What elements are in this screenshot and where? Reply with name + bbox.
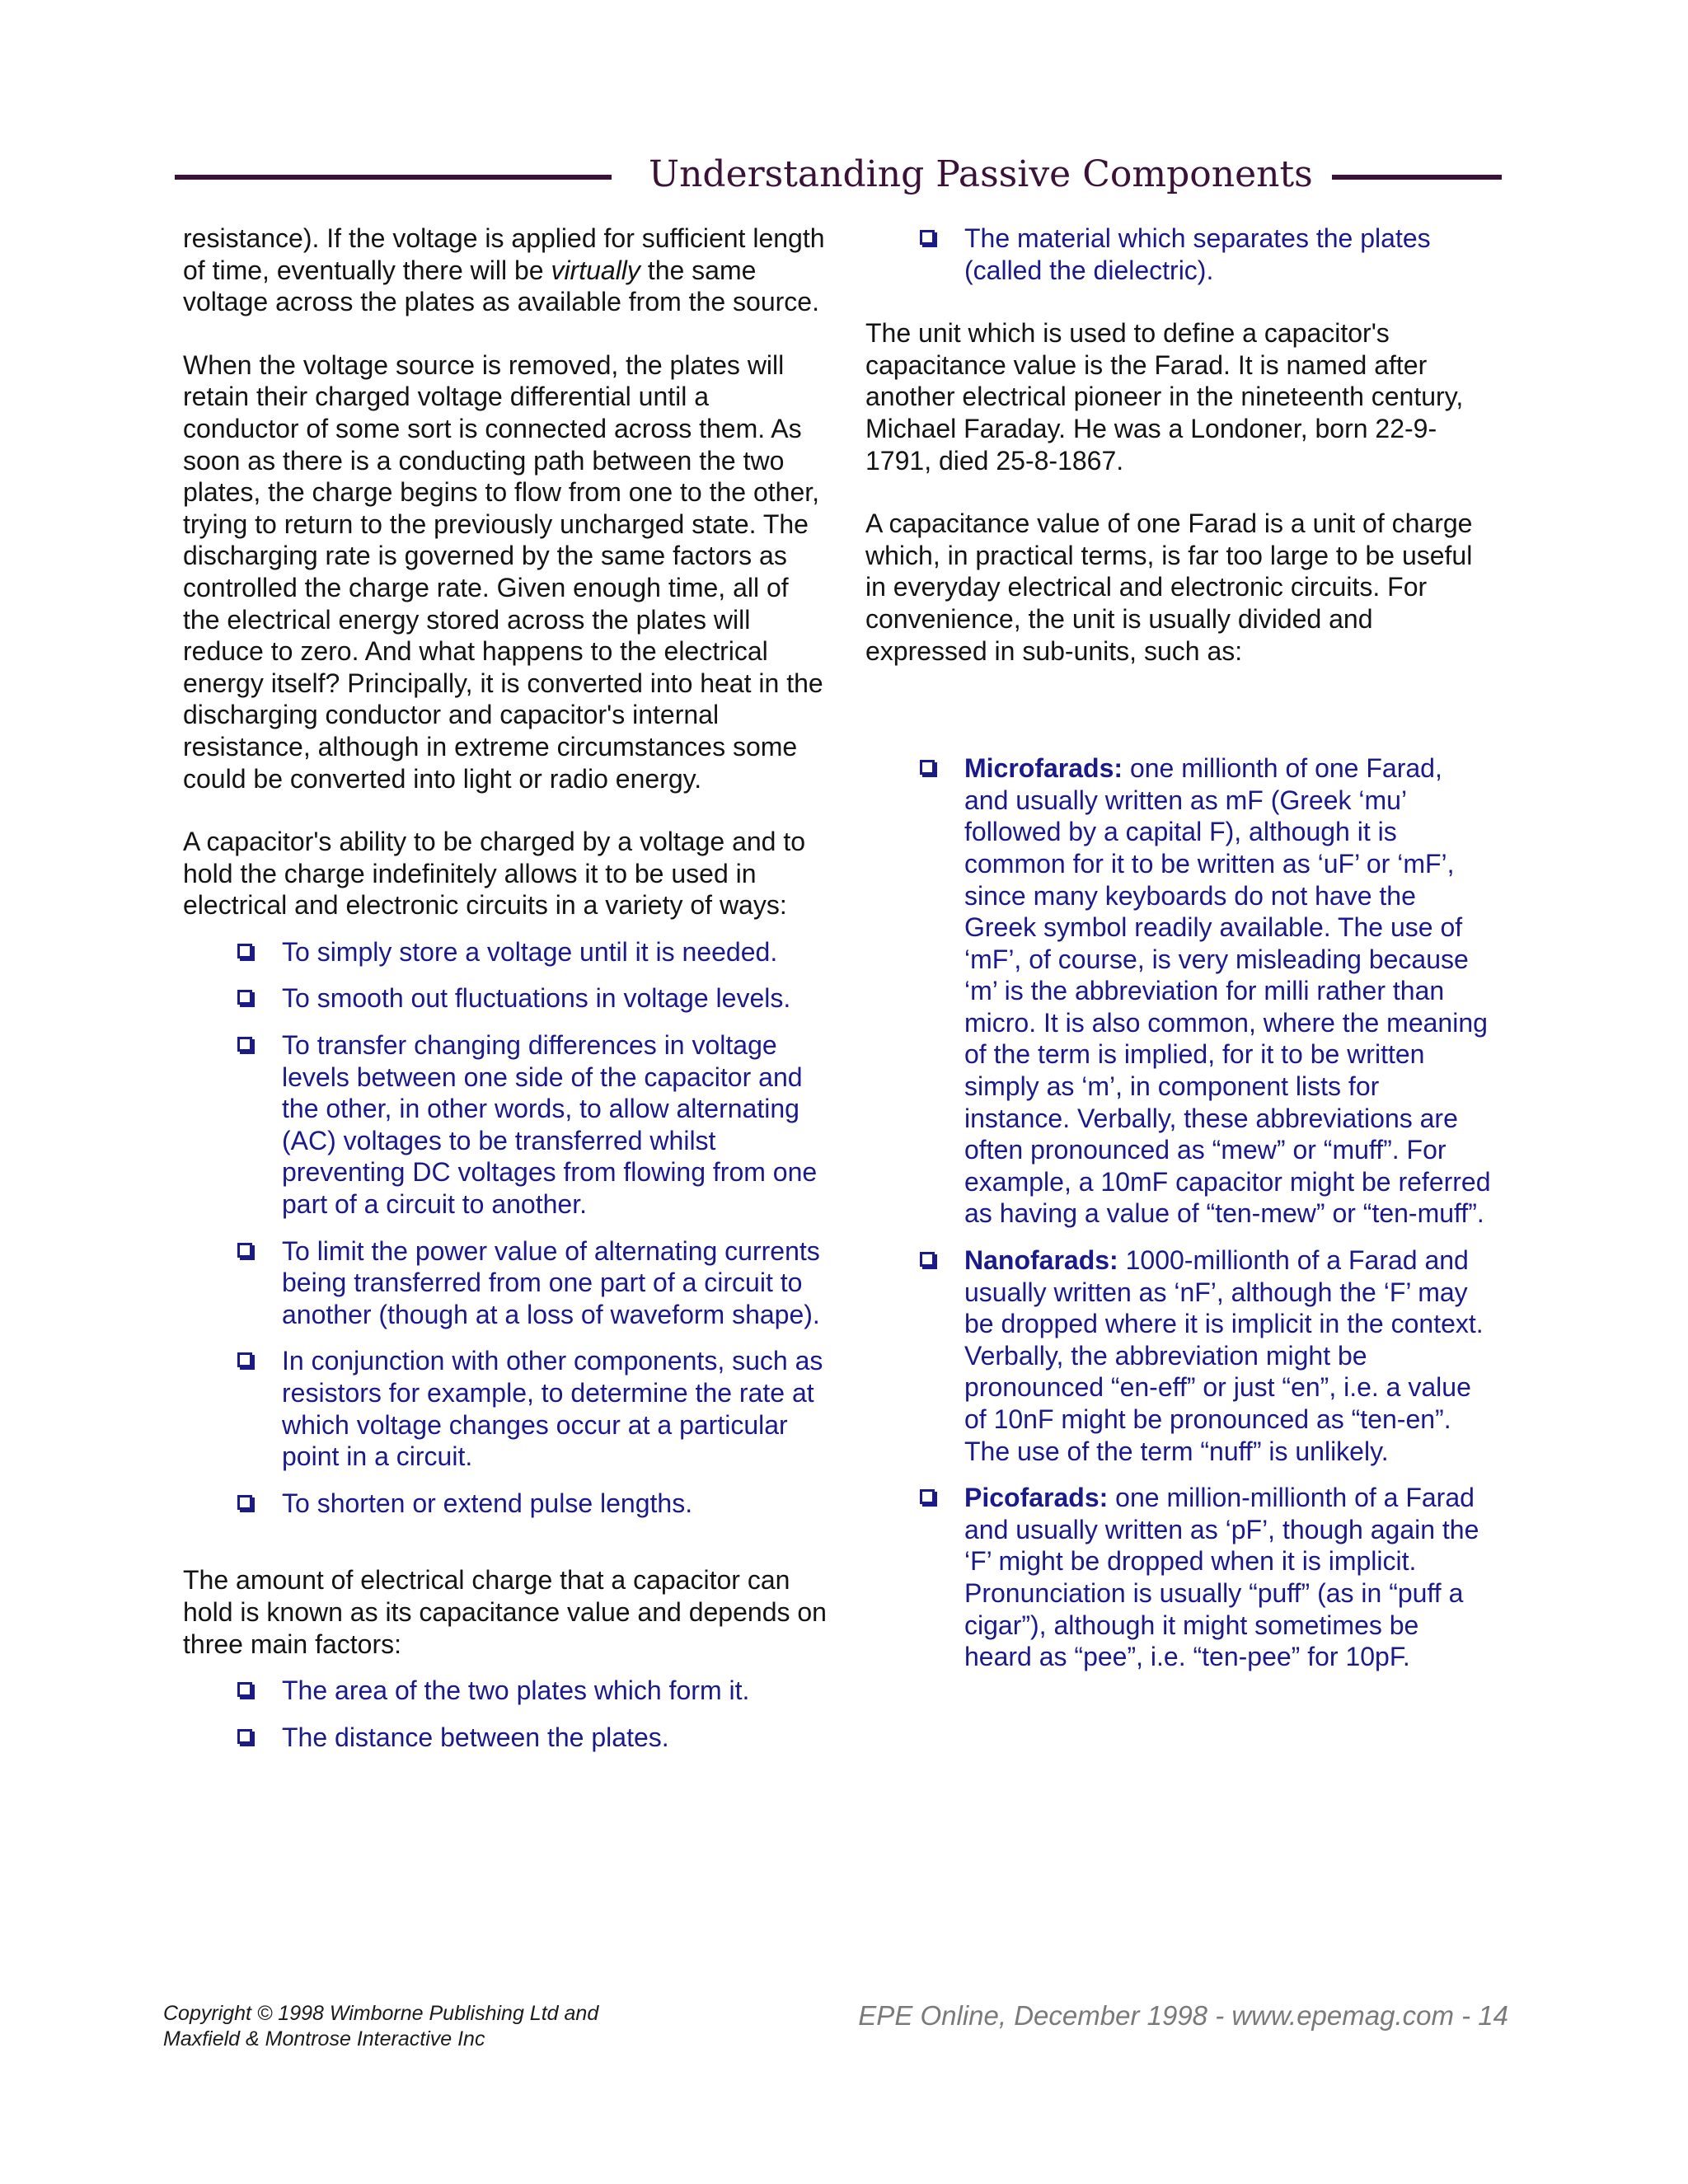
paragraph-charging: resistance). If the voltage is applied for sufficient length of time, eventually there will be virtually the same voltage across the plates as available from the source. [183,223,825,317]
paragraph-uses-intro: A capacitor's ability to be charged by a voltage and to hold the charge indefinitely allows it to be used in electrical and electronic circuits in a variety of ways: [183,827,806,921]
list-item: To limit the power value of alternating currents being transferred from one part of a circuit to another (though at a loss of waveform shape). [232,1235,830,1331]
list-item: The distance between the plates. [232,1722,830,1754]
checkbox-bullet-icon [920,760,935,775]
factors-list [232,1675,830,1753]
checkbox-bullet-icon [237,1495,252,1510]
header-rule-right [1332,175,1502,180]
page-header [175,152,1502,201]
header-rule-left [175,175,612,180]
term-nanofarads: Nanofarads: [964,1245,1118,1276]
checkbox-bullet-icon [920,230,935,245]
list-item: In conjunction with other components, such as resistors for example, to determine the rate at which voltage changes occur at a particular point in a circuit. [232,1345,830,1472]
factors-list-continued [915,223,1492,286]
paragraph-farad-unit: The unit which is used to define a capacitor's capacitance value is the Farad. It is named after another electrical pioneer in the nineteenth century, Michael Faraday. He was a Londoner, born 22-9-1791, died 25-8-1867. [865,318,1464,476]
list-item: To smooth out fluctuations in voltage levels. [232,982,830,1015]
page-title: Understanding Passive Components [649,153,1313,195]
list-item: To transfer changing differences in voltage levels between one side of the capacitor and the other, in other words, to allow alternating (AC) voltages to be transferred whilst preventing DC voltages from flowing from one part of a circuit to another. [232,1029,830,1221]
footer-copyright: Copyright © 1998 Wimborne Publishing Ltd and Maxfield & Montrose Interactive Inc [163,2002,599,2050]
sub-units-list [915,752,1492,1673]
checkbox-bullet-icon [237,944,252,958]
list-item: To shorten or extend pulse lengths. [232,1488,830,1520]
right-column [865,223,1492,1673]
checkbox-bullet-icon [237,990,252,1005]
checkbox-bullet-icon [920,1489,935,1504]
paragraph-discharging: When the voltage source is removed, the plates will retain their charged voltage differential until a conductor of some sort is connected across them. As soon as there is a conducting path between the two plates, the charge begins to flow from one to the other, trying to return to the previously uncharged state. The discharging rate is governed by the same factors as controlled the charge rate. Given enough time, all of the electrical energy stored across the plates will reduce to zero. And what happens to the electrical energy itself? Principally, it is converted into heat in the discharging conductor and capacitor's internal resistance, although in extreme circumstances some could be converted into light or radio energy. [183,349,823,794]
checkbox-bullet-icon [237,1037,252,1052]
list-item: Nanofarads: 1000-millionth of a Farad and usually written as ‘nF’, although the ‘F’ may be dropped where it is implicit in the context. Verbally, the abbreviation might be pronounced “en-eff” or just “en”, i.e. a value of 10nF might be pronounced as “ten-en”. The use of the term “nuff” is unlikely. [915,1244,1492,1467]
checkbox-bullet-icon [920,1252,935,1267]
list-item: The material which separates the plates (called the dielectric). [915,223,1492,286]
list-item: The area of the two plates which form it. [232,1675,830,1707]
checkbox-bullet-icon [237,1682,252,1697]
uses-list [232,936,830,1520]
term-picofarads: Picofarads: [964,1483,1109,1513]
left-column [183,223,830,1753]
term-microfarads: Microfarads: [964,753,1123,784]
footer-publication: EPE Online, December 1998 - www.epemag.com - 14 [858,2000,1508,2031]
checkbox-bullet-icon [237,1729,252,1744]
list-item: Microfarads: one millionth of one Farad, and usually written as mF (Greek ‘mu’ followed by a capital F), although it is common for it to be written as ‘uF’ or ‘mF’, since many keyboards do not have the Greek symbol readily available. The use of ‘mF’, of course, is very misleading because ‘m’ is the abbreviation for milli rather than micro. It is also common, where the meaning of the term is implied, for it to be written simply as ‘m’, in component lists for instance. Verbally, these abbreviations are often pronounced as “mew” or “muff”. For example, a 10mF capacitor might be referred as having a value of “ten-mew” or “ten-muff”. [915,752,1492,1230]
checkbox-bullet-icon [237,1352,252,1367]
emphasis-virtually: virtually [551,255,640,285]
list-item: Picofarads: one million-millionth of a Farad and usually written as ‘pF’, though again the ‘F’ might be dropped when it is implicit. Pronunciation is usually “puff” (as in “puff a cigar”), although it might sometimes be heard as “pee”, i.e. “ten-pee” for 10pF. [915,1482,1492,1673]
paragraph-sub-units-intro: A capacitance value of one Farad is a unit of charge which, in practical terms, is far too large to be useful in everyday electrical and electronic circuits. For convenience, the unit is usually divided and expressed in sub-units, such as: [865,509,1473,666]
paragraph-capacitance-factors: The amount of electrical charge that a capacitor can hold is known as its capacitance value and depends on three main factors: [183,1565,827,1659]
list-item: To simply store a voltage until it is needed. [232,936,830,968]
checkbox-bullet-icon [237,1243,252,1258]
